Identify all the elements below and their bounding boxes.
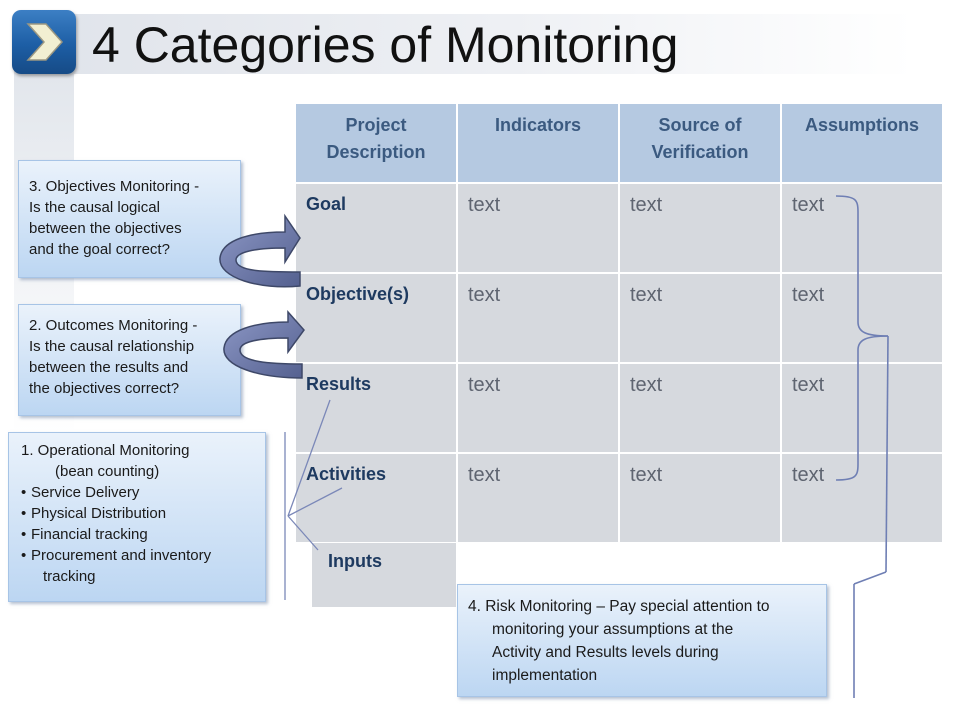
callout-line: 1. Operational Monitoring (21, 442, 190, 459)
header-project-description: Project Description (296, 104, 456, 182)
table-cell: text (620, 364, 780, 452)
table-cell: text (782, 274, 942, 362)
logframe-table (296, 104, 942, 542)
callout-line: 2. Outcomes Monitoring - (29, 317, 198, 334)
callout-line: monitoring your assumptions at the (492, 621, 734, 638)
table-cell: text (782, 184, 942, 272)
list-item: • Service Delivery (21, 482, 259, 503)
table-cell: text (782, 454, 942, 542)
table-cell: text (458, 364, 618, 452)
table-cell: text (620, 274, 780, 362)
table-cell: text (458, 184, 618, 272)
callout-outcomes-monitoring (18, 304, 241, 416)
header-source-of-verification: Source of Verification (620, 104, 780, 182)
callout-line: implementation (492, 667, 598, 684)
callout-line: between the results and (29, 359, 189, 376)
page-title: 4 Categories of Monitoring (92, 17, 679, 73)
list-item: • Procurement and inventory (21, 545, 259, 566)
callout-line: Activity and Results levels during (492, 644, 719, 661)
callout-operational-monitoring (8, 432, 266, 602)
header-indicators: Indicators (458, 104, 618, 182)
callout-line: Is the causal logical (29, 199, 160, 216)
callout-line: (bean counting) (55, 463, 160, 480)
callout-objectives-monitoring (18, 160, 241, 278)
row-label-results: Results (296, 364, 456, 452)
row-label-activities: Activities (296, 454, 456, 542)
callout-line: tracking (43, 568, 96, 585)
header-assumptions: Assumptions (782, 104, 942, 182)
list-item: • Financial tracking (21, 524, 259, 545)
bullet-list (21, 482, 259, 566)
table-cell: text (620, 454, 780, 542)
callout-line: and the goal correct? (29, 241, 170, 258)
table-cell: text (458, 274, 618, 362)
callout-line: 3. Objectives Monitoring - (29, 178, 200, 195)
callout-line: between the objectives (29, 220, 182, 237)
callout-line: the objectives correct? (29, 380, 180, 397)
table-cell: text (782, 364, 942, 452)
row-label-goal: Goal (296, 184, 456, 272)
callout-line: 4. Risk Monitoring – Pay special attention to (468, 598, 770, 615)
table-cell: text (620, 184, 780, 272)
list-item: • Physical Distribution (21, 503, 259, 524)
table-cell: text (458, 454, 618, 542)
callout-line: Is the causal relationship (29, 338, 195, 355)
callout-risk-monitoring (457, 584, 827, 697)
inputs-box: Inputs (312, 543, 456, 607)
chevron-right-icon (12, 10, 76, 74)
row-label-objectives: Objective(s) (296, 274, 456, 362)
